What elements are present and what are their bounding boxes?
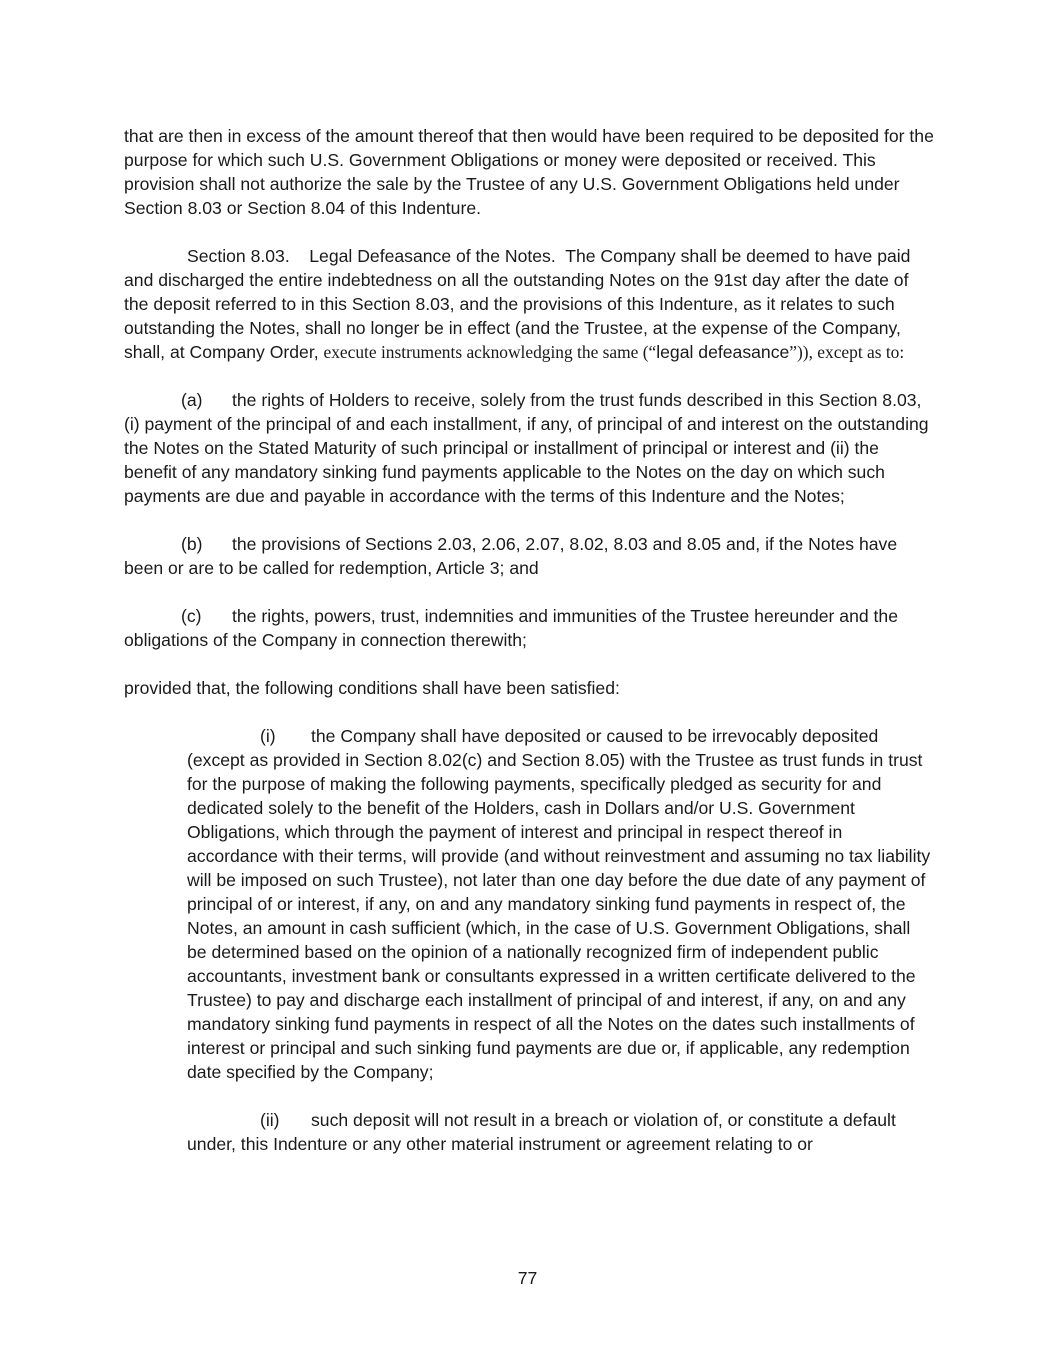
section-body: The Company shall be deemed to have paid and discharged the entire indebtedness on all the outstanding Notes on the 91st day after the date of the deposit referred to in this Section 8.03, and the provisions of this Indenture, as it relates to such outstanding the Notes, shall no longer be in effect (and the Trustee, at the expense of the Company, shall, at Company Order,	[124, 246, 911, 362]
condition-ii	[187, 1108, 933, 1156]
item-label: (a)	[181, 390, 203, 410]
legal-defeasance-term: legal defeasance	[656, 342, 790, 362]
section-body-end: ”)), except as to:	[789, 342, 905, 362]
item-text: the provisions of Sections 2.03, 2.06, 2.07, 8.02, 8.03 and 8.05 and, if the Notes have been or are to be called for redemption, Article 3; and	[124, 534, 898, 578]
item-c	[124, 604, 936, 652]
document-page	[124, 124, 936, 1180]
section-8-03-paragraph	[124, 244, 936, 364]
item-text: the rights, powers, trust, indemnities and immunities of the Trustee hereunder and the obligations of the Company in connection therewith;	[124, 606, 898, 650]
item-b	[124, 532, 936, 580]
item-text: the rights of Holders to receive, solely from the trust funds described in this Section 8.03, (i) payment of the principal of and each installment, if any, of principal of and interest on the outstanding the Notes on the Stated Maturity of such principal or installment of principal or interest and (ii) the benefit of any mandatory sinking fund payments applicable to the Notes on the day on which such payments are due and payable in accordance with the terms of this Indenture and the Notes;	[124, 390, 929, 506]
item-a	[124, 388, 936, 508]
section-heading: Legal Defeasance of the Notes.	[309, 246, 556, 266]
page-number: 77	[517, 1268, 538, 1288]
condition-text: the Company shall have deposited or caused to be irrevocably deposited (except as provided in Section 8.02(c) and Section 8.05) with the Trustee as trust funds in trust for the purpose of making the following payments, specifically pledged as security for and dedicated solely to the benefit of the Holders, cash in Dollars and/or U.S. Government Obligations, which through the payment of interest and principal in respect thereof in accordance with their terms, will provide (and without reinvestment and assuming no tax liability will be imposed on such Trustee), not later than one day before the due date of any payment of principal of or interest, if any, on and any mandatory sinking fund payments in respect of, the Notes, an amount in cash sufficient (which, in the case of U.S. Government Obligations, shall be determined based on the opinion of a nationally recognized firm of independent public accountants, investment bank or consultants expressed in a written certificate delivered to the Trustee) to pay and discharge each installment of principal of and interest, if any, on and any mandatory sinking fund payments in respect of all the Notes on the dates such installments of interest or principal and such sinking fund payments are due or, if applicable, any redemption date specified by the Company;	[187, 726, 931, 1082]
condition-label: (i)	[260, 726, 276, 746]
item-label: (b)	[181, 534, 203, 554]
section-number: Section 8.03.	[187, 246, 290, 266]
condition-label: (ii)	[260, 1110, 280, 1130]
proviso-paragraph: provided that, the following conditions shall have been satisfied:	[124, 678, 620, 698]
conditions-list	[187, 724, 933, 1156]
item-label: (c)	[181, 606, 202, 626]
section-body-serif: execute instruments acknowledging the same (“	[323, 342, 657, 362]
condition-i	[187, 724, 933, 1084]
continuation-paragraph: that are then in excess of the amount thereof that then would have been required to be deposited for the purpose for which such U.S. Government Obligations or money were deposited or received. This provision shall not authorize the sale by the Trustee of any U.S. Government Obligations held under Section 8.03 or Section 8.04 of this Indenture.	[124, 126, 934, 218]
condition-text: such deposit will not result in a breach or violation of, or constitute a default under, this Indenture or any other material instrument or agreement relating to or	[187, 1110, 896, 1154]
